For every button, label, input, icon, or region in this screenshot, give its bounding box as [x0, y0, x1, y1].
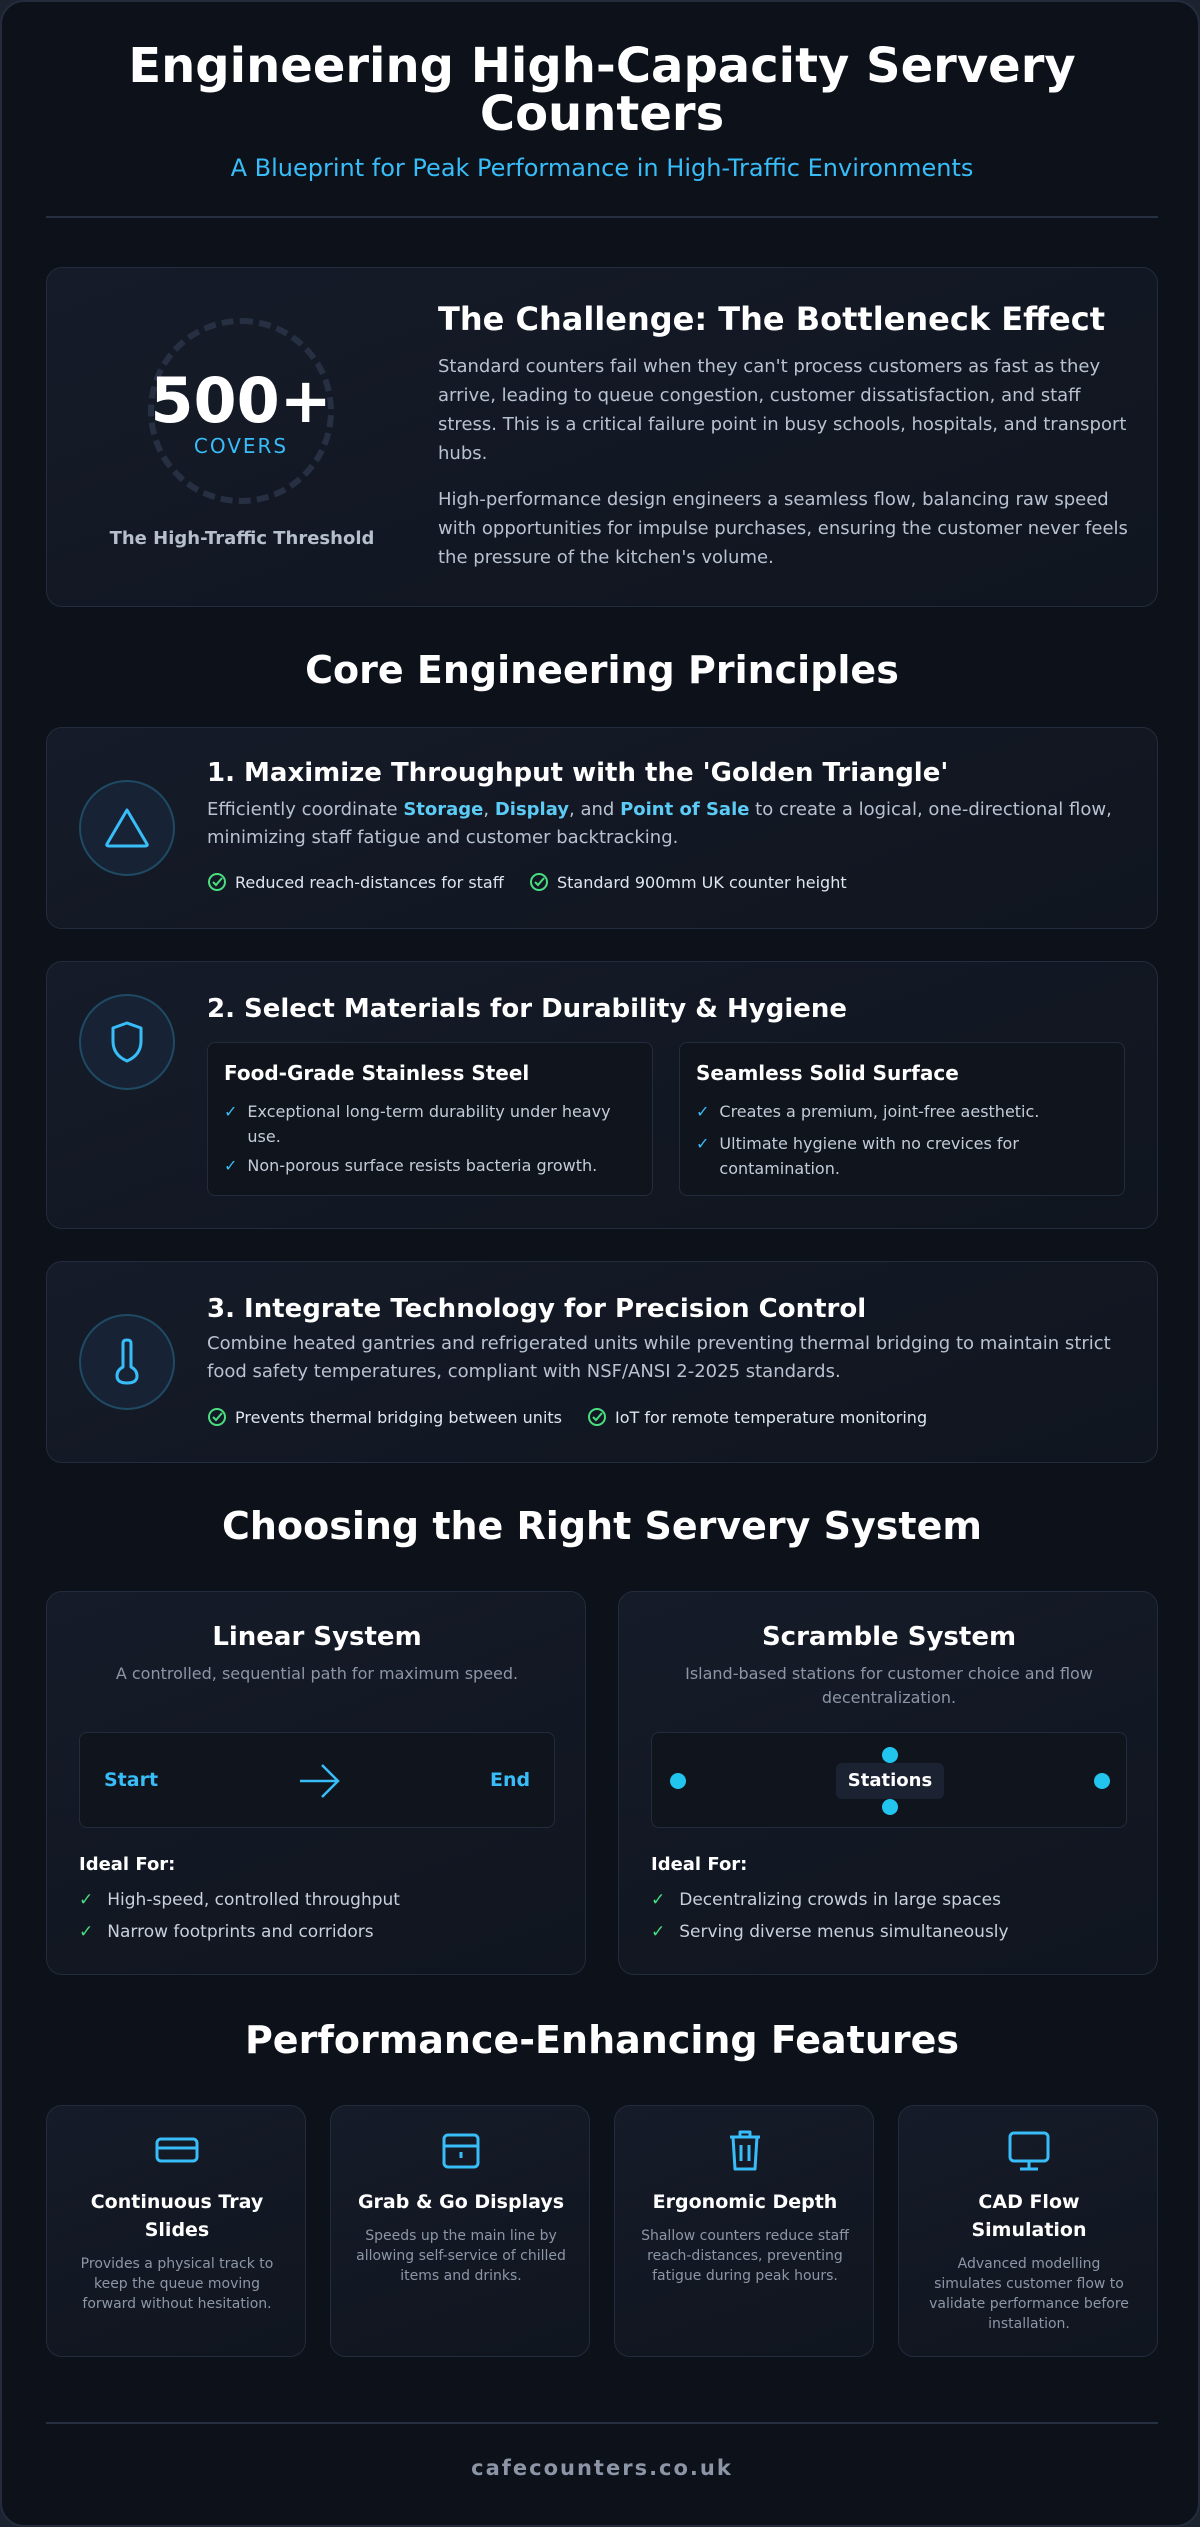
linear-flow-diagram	[79, 1732, 555, 1828]
feature-card-ergonomic	[614, 2105, 874, 2357]
feature-title: Continuous Tray Slides	[90, 2191, 264, 2241]
challenge-heading: The Challenge: The Bottleneck Effect	[438, 300, 1105, 338]
principle-1-title: 1. Maximize Throughput with the 'Golden Triangle'	[207, 758, 949, 788]
station-dot	[670, 1773, 686, 1789]
highlight-point-of-sale: Point of Sale	[620, 799, 750, 820]
ideal-item: ✓ High-speed, controlled throughput	[79, 1890, 400, 1910]
feature-text: Provides a physical track to keep the queue moving forward without hesitation.	[80, 2256, 274, 2312]
page-title: Engineering High-Capacity Servery Counters	[128, 38, 1076, 142]
ideal-for-label: Ideal For:	[79, 1854, 176, 1875]
feature-title: CAD Flow Simulation	[971, 2191, 1087, 2241]
material-point: ✓ Creates a premium, joint-free aesthetic.	[696, 1102, 1040, 1121]
material-card-stainless	[207, 1042, 653, 1196]
scramble-system-title: Scramble System	[761, 1622, 1017, 1652]
material-point: ✓ Exceptional long-term durability under heavy use.	[224, 1102, 611, 1146]
check-item: Reduced reach-distances for staff	[207, 872, 504, 892]
check-circle-icon	[207, 872, 227, 892]
check-item: Prevents thermal bridging between units	[207, 1407, 562, 1427]
material-name: Food-Grade Stainless Steel	[224, 1061, 530, 1085]
stations-label: Stations	[836, 1763, 944, 1799]
feature-card-cad-simulation	[898, 2105, 1158, 2357]
ideal-item: ✓ Narrow footprints and corridors	[79, 1922, 374, 1942]
shield-icon	[79, 994, 175, 1090]
stat-caption: The High-Traffic Threshold	[109, 528, 375, 549]
principle-card-materials	[46, 961, 1158, 1229]
station-dot	[882, 1747, 898, 1763]
scramble-system-card	[618, 1591, 1158, 1975]
ideal-item: ✓ Decentralizing crowds in large spaces	[651, 1890, 1001, 1910]
stat-unit: COVERS	[193, 434, 289, 458]
page-subtitle: A Blueprint for Peak Performance in High-Traffic Environments	[230, 154, 974, 182]
linear-system-card	[46, 1591, 586, 1975]
station-dot	[882, 1799, 898, 1815]
principle-2-title: 2. Select Materials for Durability & Hygiene	[207, 994, 848, 1024]
highlight-storage: Storage	[403, 799, 484, 820]
principle-1-text: Efficiently coordinate Storage, Display, and Point of Sale to create a logical, one-directional flow, minimizing staff fatigue and customer backtracking.	[207, 799, 1112, 848]
station-dot	[1094, 1773, 1110, 1789]
feature-text: Advanced modelling simulates customer flow to validate performance before installation.	[929, 2256, 1129, 2332]
tray-icon	[155, 2134, 199, 2166]
material-point: ✓ Ultimate hygiene with no crevices for contamination.	[696, 1134, 1019, 1178]
check-circle-icon	[587, 1407, 607, 1427]
check-circle-icon	[529, 872, 549, 892]
trash-icon	[727, 2128, 763, 2172]
feature-card-tray-slides	[46, 2105, 306, 2357]
flow-end-label: End	[490, 1769, 531, 1791]
challenge-paragraph-2: High-performance design engineers a seamless flow, balancing raw speed with opportunities for impulse purchases, ensuring the customer never feels the pressure of the kitchen's volume.	[438, 489, 1128, 568]
systems-heading: Choosing the Right Servery System	[222, 1504, 982, 1548]
feature-text: Speeds up the main line by allowing self-service of chilled items and drinks.	[356, 2228, 566, 2284]
scramble-flow-diagram	[651, 1732, 1127, 1828]
principle-3-text: Combine heated gantries and refrigerated units while preventing thermal bridging to maintain strict food safety temperatures, compliant with NSF/ANSI 2-2025 standards.	[207, 1333, 1111, 1382]
linear-system-title: Linear System	[212, 1622, 422, 1652]
material-point: ✓ Non-porous surface resists bacteria growth.	[224, 1156, 598, 1175]
display-case-icon	[441, 2132, 481, 2170]
check-item: Standard 900mm UK counter height	[529, 872, 847, 892]
feature-text: Shallow counters reduce staff reach-distances, preventing fatigue during peak hours.	[641, 2228, 849, 2284]
features-heading: Performance-Enhancing Features	[244, 2018, 960, 2062]
scramble-system-description: Island-based stations for customer choice and flow decentralization.	[685, 1664, 1093, 1707]
principle-card-throughput	[46, 727, 1158, 929]
flow-start-label: Start	[104, 1769, 159, 1791]
feature-title: Ergonomic Depth	[652, 2191, 838, 2213]
material-card-solid-surface	[679, 1042, 1125, 1196]
ideal-item: ✓ Serving diverse menus simultaneously	[651, 1922, 1009, 1942]
footer-site-link[interactable]: cafecounters.co.uk	[471, 2456, 733, 2480]
material-name: Seamless Solid Surface	[696, 1061, 959, 1085]
monitor-icon	[1007, 2130, 1051, 2172]
check-item: IoT for remote temperature monitoring	[587, 1407, 927, 1427]
linear-system-description: A controlled, sequential path for maximum speed.	[115, 1664, 519, 1683]
principle-3-title: 3. Integrate Technology for Precision Control	[207, 1294, 867, 1324]
feature-title: Grab & Go Displays	[357, 2191, 565, 2213]
principles-heading: Core Engineering Principles	[305, 648, 899, 692]
thermometer-icon	[79, 1314, 175, 1410]
challenge-paragraph-1: Standard counters fail when they can't process customers as fast as they arrive, leading to queue congestion, customer dissatisfaction, and staff stress. This is a critical failure point in busy schools, hospitals, and transport hubs.	[438, 356, 1127, 464]
ideal-for-label: Ideal For:	[651, 1854, 748, 1875]
highlight-display: Display	[494, 799, 570, 820]
principle-card-technology	[46, 1261, 1158, 1463]
stat-value: 500+	[150, 364, 332, 437]
arrow-right-icon	[298, 1761, 342, 1801]
check-circle-icon	[207, 1407, 227, 1427]
header-divider	[46, 216, 1158, 218]
challenge-card	[46, 267, 1158, 607]
triangle-icon	[79, 780, 175, 876]
footer-divider	[46, 2422, 1158, 2424]
feature-card-grab-go	[330, 2105, 590, 2357]
